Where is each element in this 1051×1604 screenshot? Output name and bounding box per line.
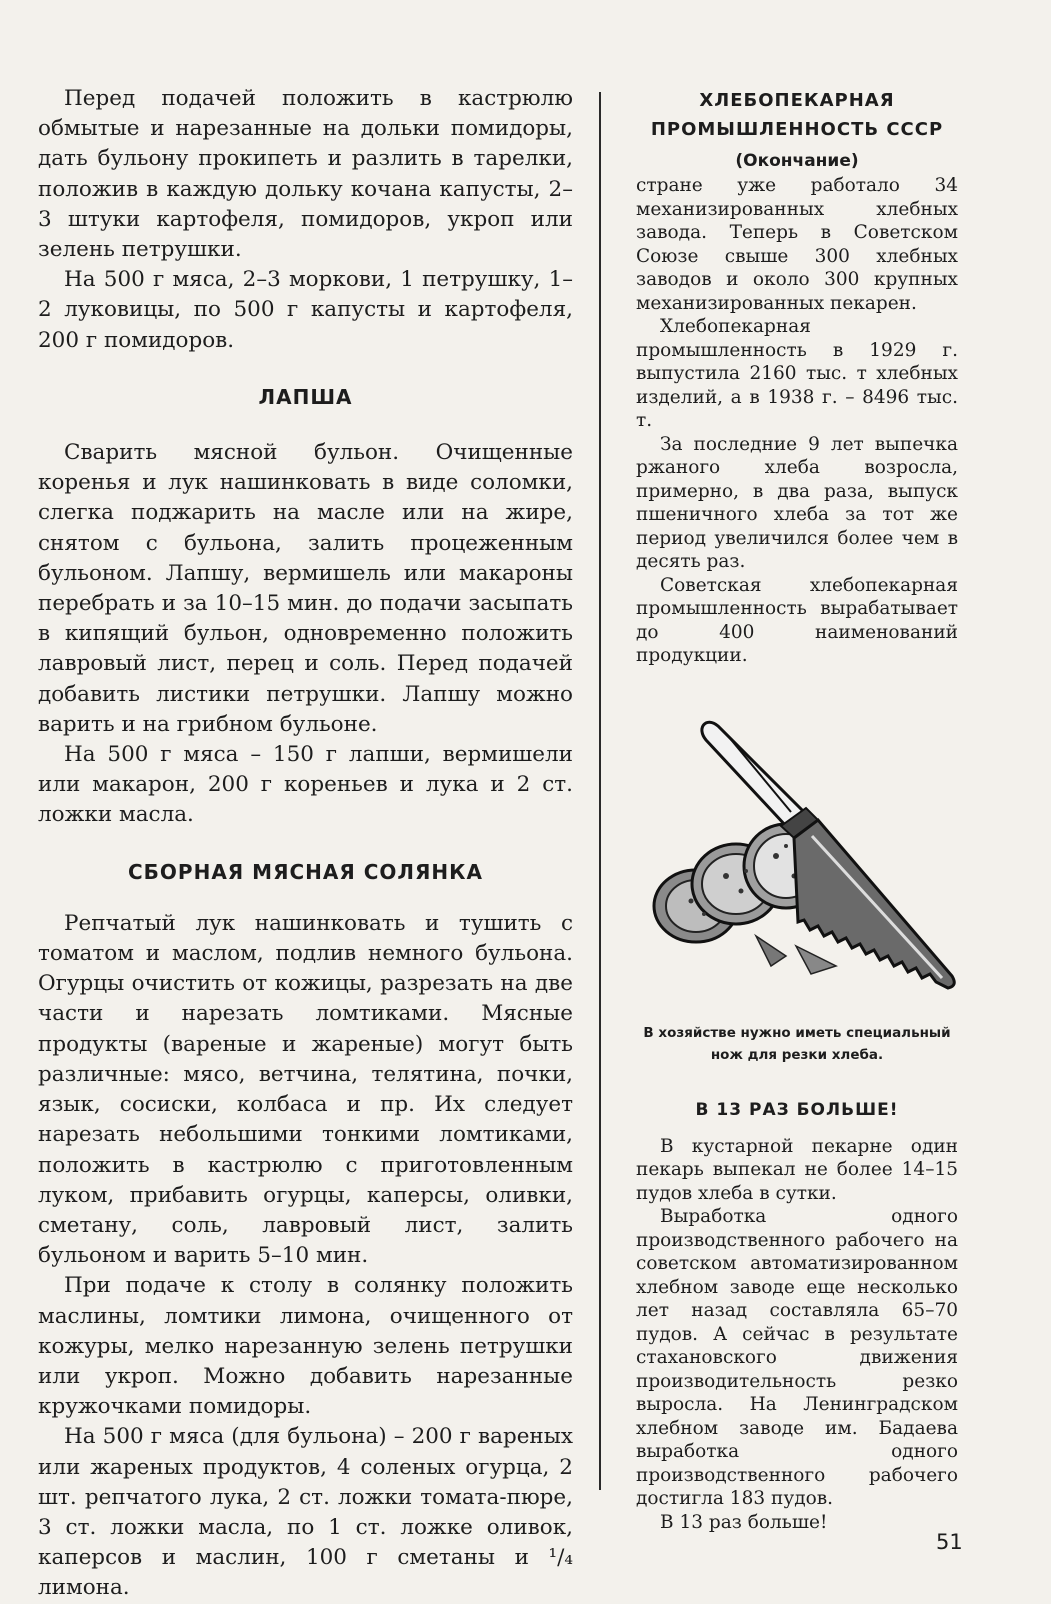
column-divider: [599, 92, 601, 1490]
bread-knife-icon: [636, 716, 958, 1016]
paragraph-solyanka-recipe: Репчатый лук нашинковать и тушить с томатом и маслом, подлив немного бульона. Огурцы очистить от кожицы, разрезать на две части и нарезать ломтиками. Мясные продукты (вареные и жареные) могут быть различные: мясо, ветчина, телятина, почки, язык, сосиски, колбаса и пр. Их следует нарезать небольшими тонкими ломтиками, положить в кастрюлю с приготовленным луком, прибавить огурцы, каперсы, оливки, сметану, соль, лавровый лист, залить бульоном и варить 5–10 мин.: [38, 910, 573, 1269]
heading-13-times: В 13 РАЗ БОЛЬШЕ!: [695, 1099, 899, 1120]
paragraph-borscht-ingredients: На 500 г мяса, 2–3 моркови, 1 петрушку, 1–2 луковицы, по 500 г капусты и картофеля, 200 г помидоров.: [38, 267, 573, 353]
subheading-ending: (Окончание): [735, 151, 859, 171]
heading-lapsha: ЛАПША: [258, 384, 353, 409]
heading-solyanka: СБОРНАЯ МЯСНАЯ СОЛЯНКА: [128, 859, 483, 884]
paragraph-13-times: В 13 раз больше!: [660, 1511, 828, 1533]
right-column: [636, 86, 958, 1534]
left-column: [38, 84, 573, 1604]
paragraph-bakery-output: Хлебопекарная промышленность в 1929 г. выпустила 2160 тыс. т хлебных изделий, а в 1938 г. – 8496 тыс. т.: [636, 316, 958, 431]
paragraph-worker-output: Выработка одного производственного рабочего на советском автоматизированном хлебном заводе еще несколько лет назад составляла 65–70 пудов. А сейчас в результате стахановского движения производительность резко выросла. На Ленинградском хлебном заводе им. Бадаева выработка одного производственного рабочего достигла 183 пудов.: [636, 1206, 958, 1509]
paragraph-lapsha-ingredients: На 500 г мяса – 150 г лапши, вермишели или макарон, 200 г кореньев и лука и 2 ст. ложки масла.: [38, 742, 573, 828]
paragraph-artisan-bakery: В кустарной пекарне один пекарь выпекал не более 14–15 пудов хлеба в сутки.: [636, 1135, 958, 1204]
page-number: 51: [936, 1530, 963, 1554]
paragraph-bakery-products: Советская хлебопекарная промышленность вырабатывает до 400 наименований продукции.: [636, 574, 958, 666]
paragraph-solyanka-ingredients: На 500 г мяса (для бульона) – 200 г вареных или жареных продуктов, 4 соленых огурца, 2 шт. репчатого лука, 2 ст. ложки томата-пюре, 3 ст. ложки масла, по 1 ст. ложке оливок, каперсов и маслин, 100 г сметаны и ¹/₄ лимона.: [38, 1424, 573, 1601]
paragraph-borscht-serving: Перед подачей положить в кастрюлю обмытые и нарезанные на дольки помидоры, дать бульону прокипеть и разлить в тарелки, положив в каждую дольку кочана капусты, 2–3 штуки картофеля, помидоров, укроп или зелень петрушки.: [38, 86, 573, 263]
paragraph-bakery-factories: стране уже работало 34 механизированных хлебных завода. Теперь в Советском Союзе свыше 300 хлебных заводов и около 300 крупных механизированных пекарен.: [636, 175, 958, 314]
paragraph-lapsha-recipe: Сварить мясной бульон. Очищенные коренья и лук нашинковать в виде соломки, слегка поджарить на масле или на жире, снятом с бульона, залить процеженным бульоном. Лапшу, вермишель или макароны перебрать и за 10–15 мин. до подачи засыпать в кипящий бульон, одновременно положить лавровый лист, перец и соль. Перед подачей добавить листики петрушки. Лапшу можно варить и на грибном бульоне.: [38, 440, 573, 737]
paragraph-solyanka-serving: При подаче к столу в солянку положить маслины, ломтики лимона, очищенного от кожуры, мелко нарезанную зелень петрушки или укроп. Можно добавить нарезанные кружочками помидоры.: [38, 1273, 573, 1420]
paragraph-bakery-growth: За последние 9 лет выпечка ржаного хлеба возросла, примерно, в два раза, выпуск пшеничного хлеба за тот же период увеличился более чем в десять раз.: [636, 433, 958, 572]
bread-knife-illustration: [636, 716, 958, 1016]
heading-bakery-industry-line1: ХЛЕБОПЕКАРНАЯ: [699, 90, 895, 111]
illustration-caption: В хозяйстве нужно иметь специальный нож для резки хлеба.: [643, 1024, 951, 1063]
heading-bakery-industry-line2: ПРОМЫШЛЕННОСТЬ СССР: [650, 119, 944, 140]
